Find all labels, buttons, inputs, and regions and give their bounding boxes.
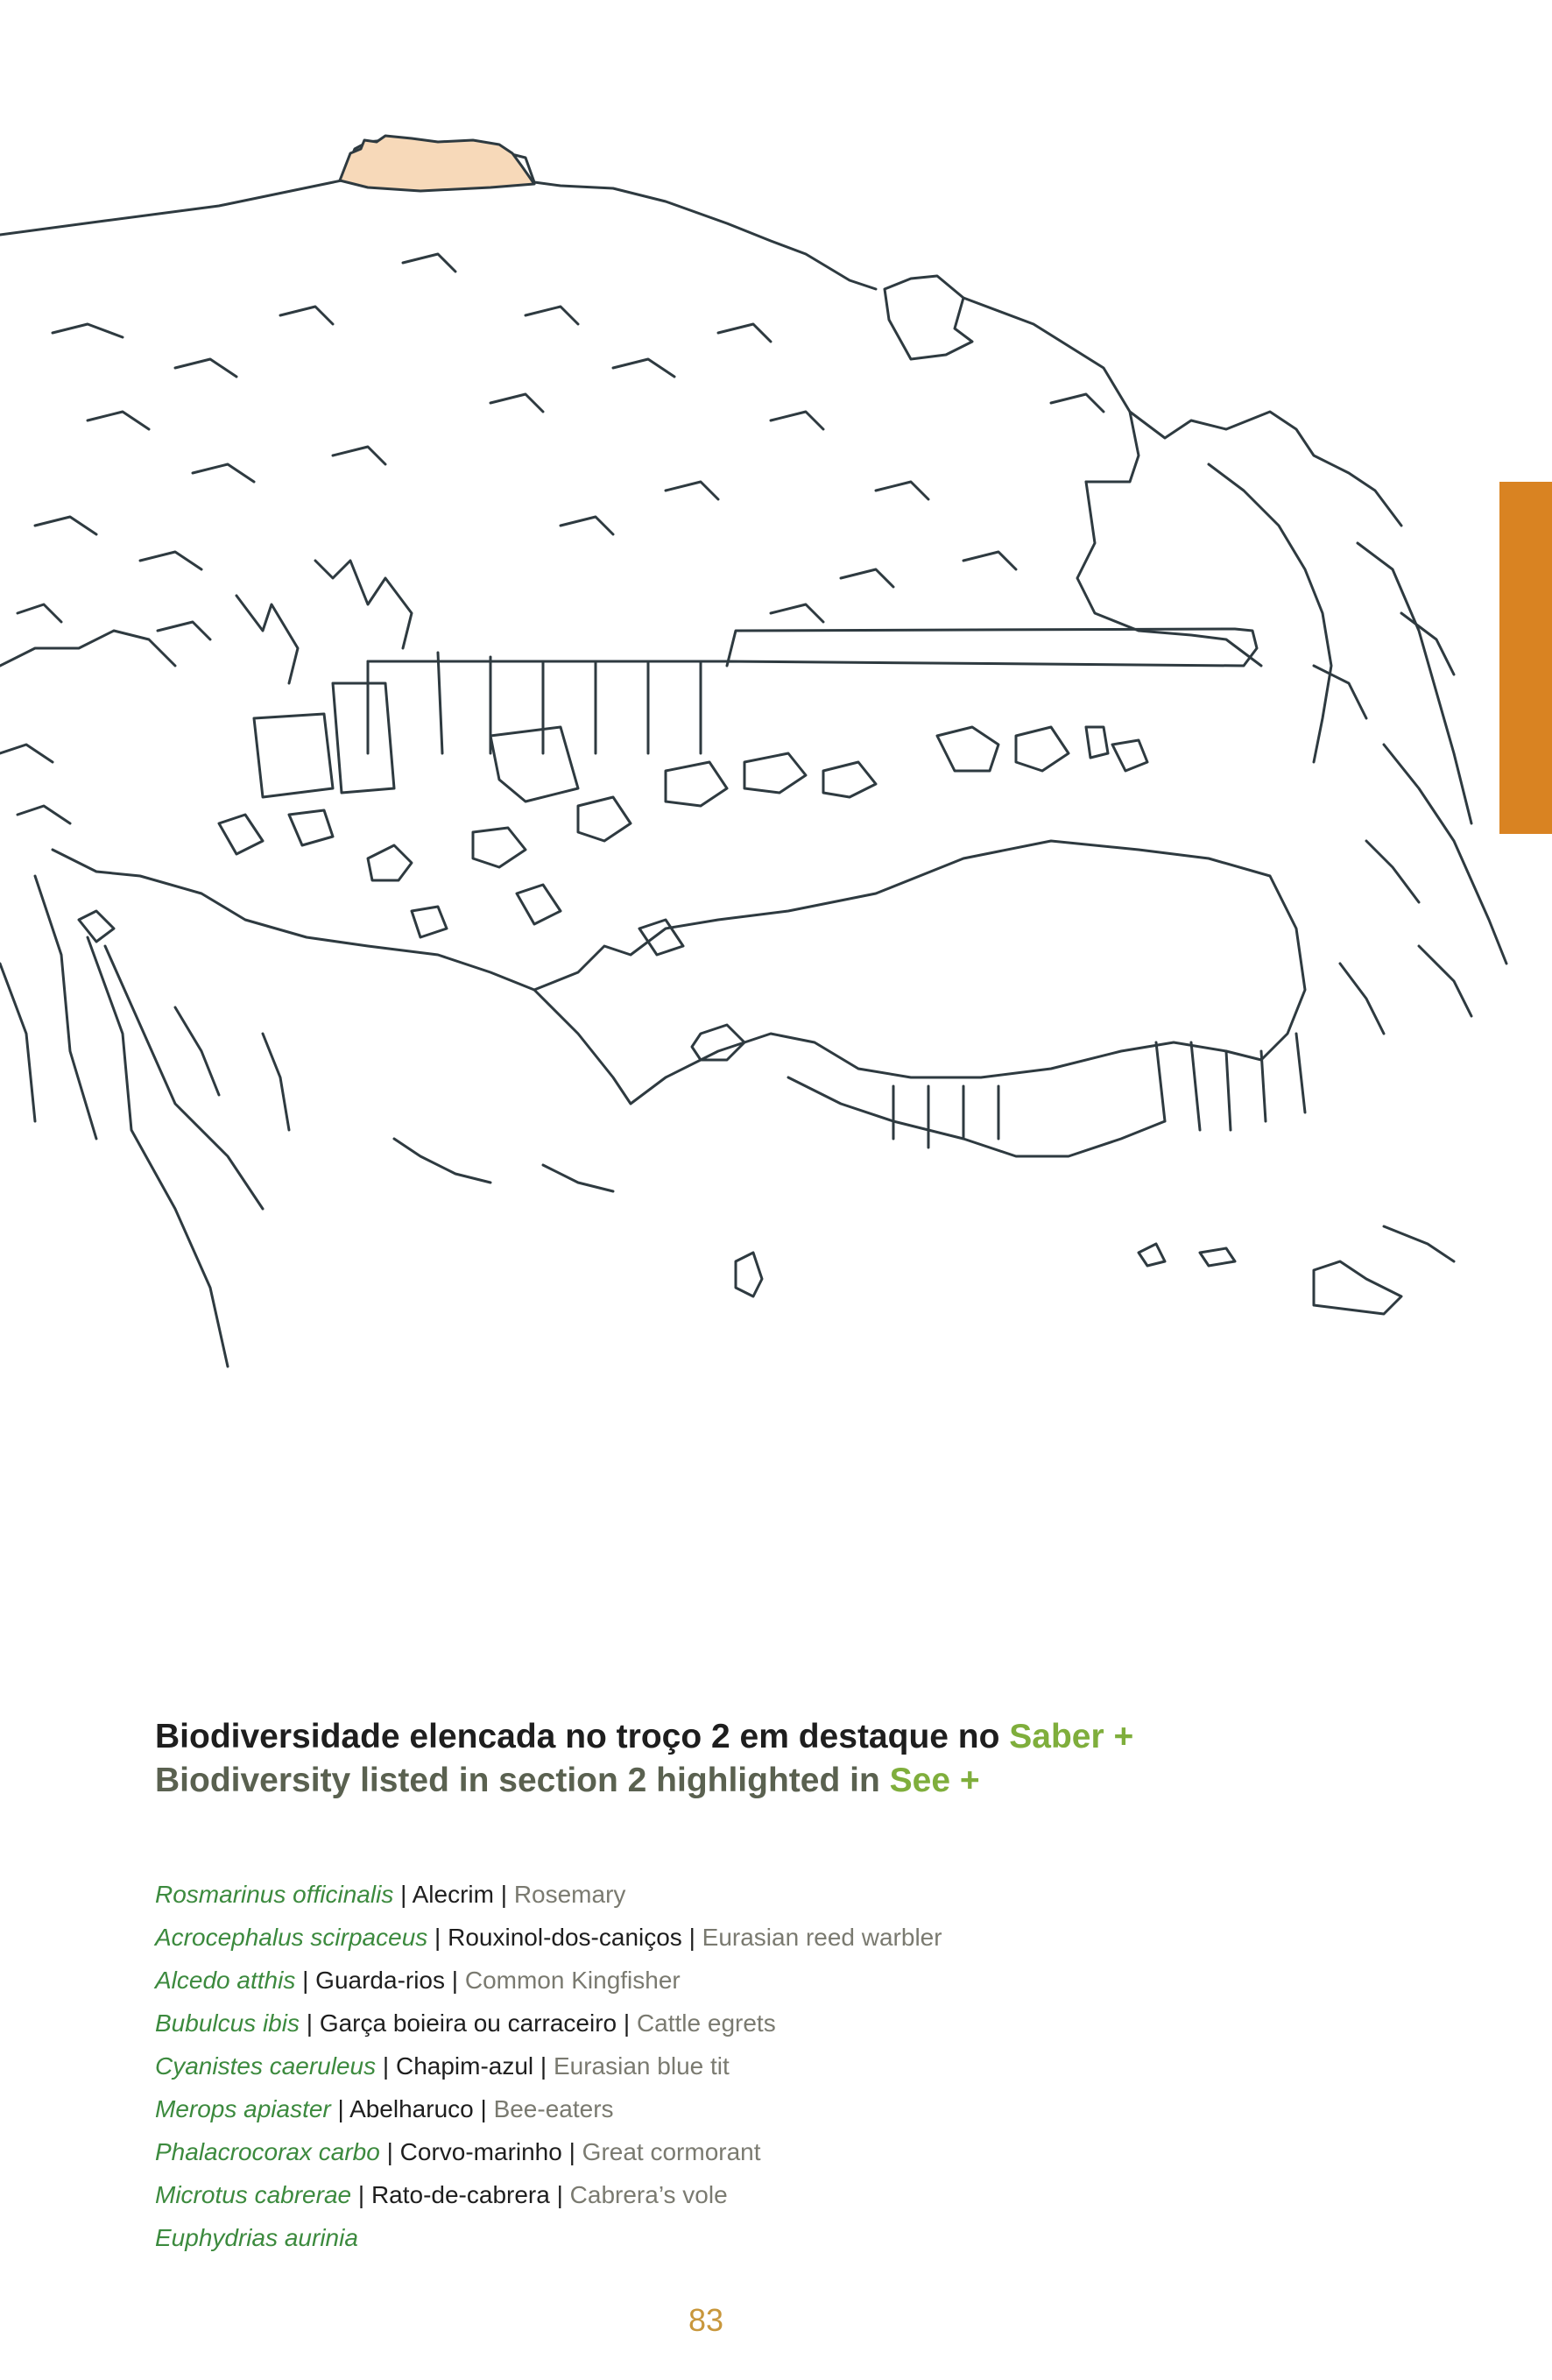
- heading-english: Biodiversity listed in section 2 highlighted in See +: [155, 1762, 980, 1799]
- list-item: Cyanistes caeruleus | Chapim-azul | Eurasian blue tit: [155, 2052, 730, 2080]
- list-item: Microtus cabrerae | Rato-de-cabrera | Cabrera’s vole: [155, 2181, 728, 2208]
- list-item: Rosmarinus officinalis | Alecrim | Rosemary: [155, 1881, 626, 1908]
- list-item: Euphydrias aurinia: [155, 2224, 358, 2251]
- saber-plus-label: Saber +: [1009, 1718, 1134, 1755]
- list-item: Bubulcus ibis | Garça boieira ou carraceiro | Cattle egrets: [155, 2009, 776, 2037]
- page-number: 83: [688, 2302, 724, 2338]
- species-list: [155, 1873, 1469, 2259]
- list-item: Acrocephalus scirpaceus | Rouxinol-dos-caniços | Eurasian reed warbler: [155, 1924, 942, 1951]
- see-plus-label: See +: [889, 1762, 980, 1799]
- heading-portuguese: Biodiversidade elencada no troço 2 em destaque no Saber +: [155, 1718, 1134, 1755]
- section-heading: [155, 1715, 1469, 1803]
- list-item: Phalacrocorax carbo | Corvo-marinho | Great cormorant: [155, 2138, 761, 2165]
- list-item: Merops apiaster | Abelharuco | Bee-eaters: [155, 2095, 614, 2122]
- section-tab-marker: [1499, 482, 1552, 834]
- castle-ruin-icon: [340, 136, 534, 191]
- list-item: Alcedo atthis | Guarda-rios | Common Kingfisher: [155, 1967, 681, 1994]
